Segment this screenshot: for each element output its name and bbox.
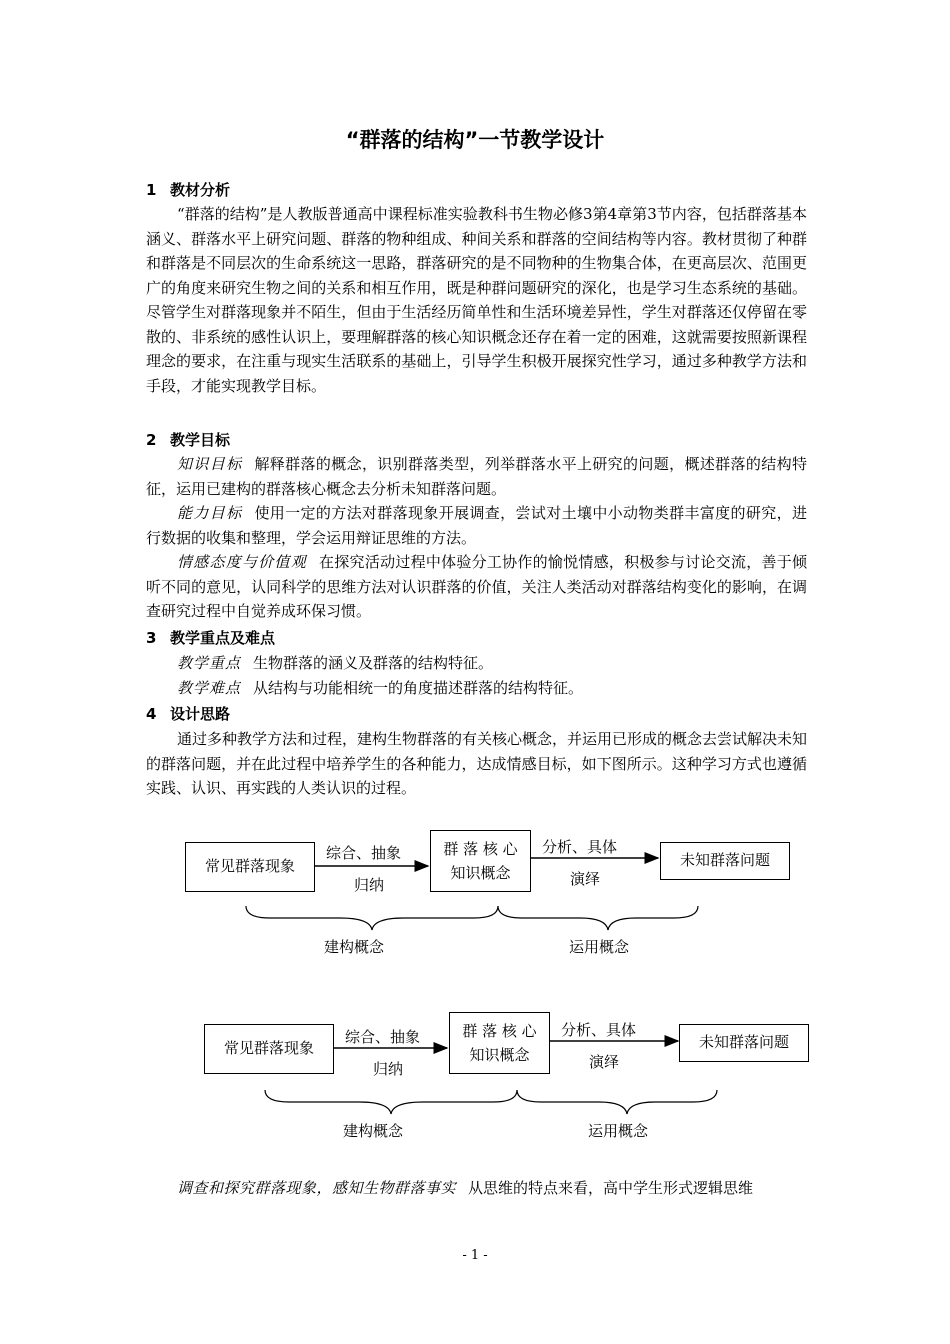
brace-2-label: 运用概念 xyxy=(569,938,630,956)
goal-attitude xyxy=(146,550,807,624)
paragraph-lead: 调查和探究群落现象，感知生物群落事实 xyxy=(177,1179,457,1197)
section-number: 2 xyxy=(146,431,157,449)
arrow-1-top-label: 综合、抽象 xyxy=(345,1028,421,1046)
goal-lead: 能力目标 xyxy=(177,504,243,522)
paragraph-text: 从思维的特点来看，高中学生形式逻辑思维 xyxy=(468,1179,754,1197)
brace-2 xyxy=(517,1090,717,1114)
section-number: 4 xyxy=(146,705,157,723)
box-unknown-problems: 未知群落问题 xyxy=(679,1024,809,1062)
section-title: 教学目标 xyxy=(170,431,231,449)
goal-knowledge xyxy=(146,452,807,501)
key-lead: 教学难点 xyxy=(177,679,242,697)
box-common-phenomena: 常见群落现象 xyxy=(185,842,315,892)
key-text: 生物群落的涵义及群落的结构特征。 xyxy=(253,654,494,672)
box-core-line2: 知识概念 xyxy=(469,1046,530,1064)
document-title: “群落的结构”一节教学设计 xyxy=(345,128,605,152)
goal-lead: 知识目标 xyxy=(177,455,243,473)
section-number: 1 xyxy=(146,181,157,199)
section-number: 3 xyxy=(146,629,157,647)
goal-text: 在探究活动过程中体验分工协作的愉悦情感，积极参与讨论交流，善于倾听不同的意见，认同科学的思维方法对认识群落的价值，关注人类活动对群落结构变化的影响，在调查研究过程中自觉养成环保习惯。 xyxy=(146,553,807,620)
box-core-line1: 群 落 核 心 xyxy=(443,840,518,858)
box-common-phenomena: 常见群落现象 xyxy=(204,1024,334,1074)
key-lead: 教学重点 xyxy=(177,654,242,672)
brace-1-label: 建构概念 xyxy=(343,1122,404,1140)
arrow-2-top-label: 分析、具体 xyxy=(542,838,618,856)
goal-ability xyxy=(146,501,807,550)
section-2-heading xyxy=(146,430,230,450)
arrow-1-top-label: 综合、抽象 xyxy=(326,844,402,862)
brace-1-label: 建构概念 xyxy=(324,938,385,956)
section-title: 教材分析 xyxy=(170,181,231,199)
box-core-line1: 群 落 核 心 xyxy=(462,1022,537,1040)
arrow-2-bottom-label: 演绎 xyxy=(589,1053,620,1071)
section-title: 教学重点及难点 xyxy=(170,629,276,647)
key-point xyxy=(177,651,493,675)
paragraph-start xyxy=(177,1176,753,1200)
box-core-line2: 知识概念 xyxy=(450,864,511,882)
concept-flow-diagram-copy xyxy=(0,1008,950,1148)
box-core-concepts xyxy=(430,830,531,892)
brace-1 xyxy=(246,906,498,930)
section-1-body: “群落的结构”是人教版普通高中课程标准实验教科书生物必修3第4章第3节内容，包括群落基本涵义、群落水平上研究问题、群落的物种组成、种间关系和群落的空间结构等内容。教材贯彻了种群和群落是不同层次的生命系统这一思路，群落研究的是不同物种的生物集合体，在更高层次、范围更广的角度来研究生物之间的关系和相互作用，既是种群问题研究的深化，也是学习生态系统的基础。尽管学生对群落现象并不陌生，但由于生活经历简单性和生活环境差异性，学生对群落还仅停留在零散的、非系统的感性认识上，要理解群落的核心知识概念还存在着一定的困难，这就需要按照新课程理念的要求，在注重与现实生活联系的基础上，引导学生积极开展探究性学习，通过多种教学方法和手段，才能实现教学目标。 xyxy=(146,205,807,395)
section-4-heading xyxy=(146,704,230,724)
goal-lead: 情感态度与价值观 xyxy=(177,553,308,571)
section-title: 设计思路 xyxy=(170,705,231,723)
brace-1 xyxy=(265,1090,517,1114)
brace-2-label: 运用概念 xyxy=(588,1122,649,1140)
section-4-body: 通过多种教学方法和过程，建构生物群落的有关核心概念，并运用已形成的概念去尝试解决未知的群落问题，并在此过程中培养学生的各种能力，达成情感目标，如下图所示。这种学习方式也遵循实践、认识、再实践的人类认识的过程。 xyxy=(146,730,808,797)
section-1-heading xyxy=(146,180,230,200)
arrow-1-bottom-label: 归纳 xyxy=(373,1060,404,1078)
arrow-2-top-label: 分析、具体 xyxy=(561,1021,637,1039)
key-text: 从结构与功能相统一的角度描述群落的结构特征。 xyxy=(253,679,584,697)
goal-text: 使用一定的方法对群落现象开展调查，尝试对土壤中小动物类群丰富度的研究，进行数据的收集和整理，学会运用辩证思维的方法。 xyxy=(146,504,807,547)
arrow-1-bottom-label: 归纳 xyxy=(354,876,385,894)
box-unknown-problems: 未知群落问题 xyxy=(660,842,790,880)
difficult-point xyxy=(177,676,583,700)
concept-flow-diagram xyxy=(0,826,950,966)
goal-text: 解释群落的概念，识别群落类型，列举群落水平上研究的问题，概述群落的结构特征，运用已建构的群落核心概念去分析未知群落问题。 xyxy=(146,455,807,498)
box-core-concepts xyxy=(449,1012,550,1074)
brace-2 xyxy=(498,906,698,930)
page-number: - 1 - xyxy=(462,1248,488,1263)
section-3-heading xyxy=(146,628,275,648)
arrow-2-bottom-label: 演绎 xyxy=(570,870,601,888)
